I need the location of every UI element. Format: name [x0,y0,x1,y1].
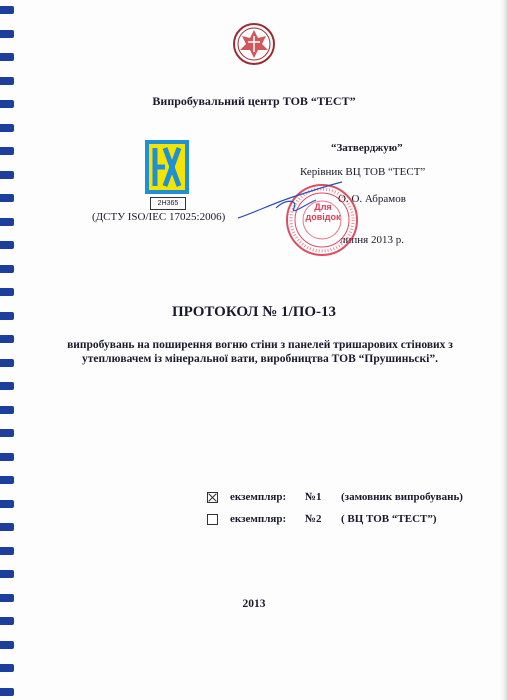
accreditation-logo-icon [145,140,189,194]
unchecked-box-icon[interactable] [207,514,218,525]
binding-hole [0,641,14,649]
document-year: 2013 [242,598,266,610]
binding-hole [0,6,14,14]
stamp-line-1: Для [314,202,332,212]
binding-hole [0,288,14,296]
binding-hole [0,241,14,249]
copy-label: екземпляр: [230,491,287,503]
accreditation-standard: (ДСТУ ISO/IEC 17025:2006) [92,211,226,223]
binding-hole [0,124,14,132]
binding-hole [0,171,14,179]
signature-icon [236,178,346,224]
binding-hole [0,335,14,343]
checked-box-icon[interactable] [207,492,218,503]
protocol-title: ПРОТОКОЛ № 1/ПО-13 [171,304,337,320]
binding-hole [0,523,14,531]
binding-hole [0,453,14,461]
binding-hole [0,476,14,484]
copy-number: №2 [305,513,322,525]
copy-recipient: (замовник випробувань) [341,491,463,503]
binding-hole [0,570,14,578]
binding-hole [0,382,14,390]
approval-title: “Затверджую” [331,142,403,154]
binding-hole [0,218,14,226]
binding-hole [0,547,14,555]
copy-row-1 [207,491,463,503]
binding-hole [0,406,14,414]
binding-hole [0,688,14,696]
center-name: Випробувальний центр ТОВ “ТЕСТ” [152,94,356,108]
protocol-subtitle: випробувань на поширення вогню стіни з панелей тришарових стінових з утеплювачем із мінеральної вати, виробництва ТОВ “Прушиньскі”. [67,339,453,365]
approval-date: липня 2013 р. [340,234,404,246]
fire-emblem-icon [232,22,276,66]
binding-hole [0,77,14,85]
binding-hole [0,429,14,437]
copy-number: №1 [305,491,322,503]
approval-role: Керівник ВЦ ТОВ “ТЕСТ” [300,166,426,178]
copy-row-2 [207,513,437,525]
binding-hole [0,53,14,61]
binding-hole [0,265,14,273]
binding-hole [0,664,14,672]
accreditation-code: 2Н365 [150,197,186,210]
stamp-line-2: довідок [305,212,341,222]
copy-label: екземпляр: [230,513,287,525]
binding-hole [0,194,14,202]
binding-hole [0,359,14,367]
binding-hole [0,617,14,625]
copy-recipient: ( ВЦ ТОВ “ТЕСТ”) [341,513,437,525]
binding-hole [0,147,14,155]
approval-name: О. О. Абрамов [338,193,406,205]
binding-hole [0,500,14,508]
binding-hole [0,30,14,38]
